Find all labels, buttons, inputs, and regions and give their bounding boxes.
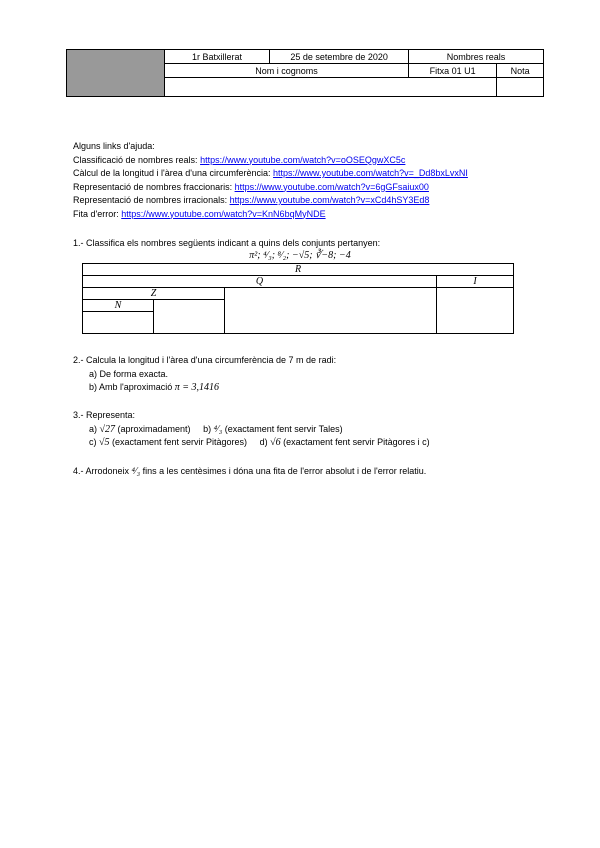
question-4 <box>73 466 426 477</box>
fraction-4-3: ⁴⁄₃ <box>131 466 141 477</box>
link-row <box>73 194 468 208</box>
link-label: Classificació de nombres reals: <box>73 154 201 165</box>
sqrt-27: √27 <box>99 423 116 435</box>
question-2-b-text: b) Amb l'aproximació <box>89 382 175 392</box>
links-title: Alguns links d'ajuda: <box>73 141 155 151</box>
item-text: (exactament fent servir Tales) <box>222 423 343 434</box>
question-3 <box>73 409 430 450</box>
fraction-4-3: ⁴⁄₃ <box>213 423 223 435</box>
question-2-a: a) De forma exacta. <box>89 368 169 379</box>
question-3-row-2 <box>73 436 430 450</box>
name-field[interactable] <box>164 78 496 97</box>
question-2 <box>73 354 336 395</box>
link-row <box>73 181 468 195</box>
sqrt-5: √5 <box>99 437 110 448</box>
set-i-answer[interactable] <box>437 288 514 334</box>
link-url[interactable]: https://www.youtube.com/watch?v=6gGFsaiux00 <box>234 181 429 192</box>
set-i-header: I <box>437 276 514 288</box>
link-url[interactable]: https://www.youtube.com/watch?v=_Dd8bxLvxNI <box>273 168 468 178</box>
set-n-answer[interactable] <box>83 312 154 334</box>
link-row <box>73 208 468 222</box>
date-cell: 25 de setembre de 2020 <box>270 50 409 64</box>
link-label: Fita d'error: <box>73 208 122 219</box>
link-url[interactable]: https://www.youtube.com/watch?v=KnN6bqMyNDE <box>121 208 326 219</box>
set-q-answer[interactable] <box>225 288 437 334</box>
question-4-prefix: 4.- Arrodoneix <box>73 466 132 476</box>
item-text: (exactament fent servir Pitàgores i c) <box>280 437 430 447</box>
item-label: d) <box>259 437 271 447</box>
item-label: b) <box>203 423 214 434</box>
sqrt-6: √6 <box>270 437 281 448</box>
item-text: (aproximadament) <box>115 423 191 434</box>
name-label-cell: Nom i cognoms <box>164 64 408 78</box>
header-table <box>66 49 544 97</box>
sets-table <box>82 263 514 334</box>
link-row <box>73 154 468 168</box>
link-row <box>73 167 468 181</box>
question-2-text: 2.- Calcula la longitud i l'àrea d'una circumferència de 7 m de radi: <box>73 355 337 365</box>
set-z-answer[interactable] <box>154 300 225 334</box>
help-links <box>73 140 468 221</box>
grade-label-cell: Nota <box>497 64 544 78</box>
link-label: Representació de nombres irracionals: <box>73 195 230 205</box>
set-n-header: N <box>83 300 154 312</box>
item-label: c) <box>89 437 99 447</box>
link-url[interactable]: https://www.youtube.com/watch?v=xCd4hSY3Ed8 <box>229 195 430 205</box>
set-r-header: R <box>83 264 514 276</box>
question-3-row-1 <box>73 423 430 437</box>
link-label: Càlcul de la longitud i l'àrea d'una circumferència: <box>73 168 274 178</box>
set-q-header: Q <box>83 276 437 288</box>
question-1-text: 1.- Classifica els nombres següents indicant a quins dels conjunts pertanyen: <box>73 238 381 248</box>
link-label: Representació de nombres fraccionaris: <box>73 181 235 192</box>
question-4-suffix: fins a les centèsimes i dóna una fita de l'error absolut i de l'error relatiu. <box>140 466 427 476</box>
question-3-text: 3.- Representa: <box>73 410 136 420</box>
item-label: a) <box>89 423 100 434</box>
question-2-b <box>73 381 336 395</box>
grade-field[interactable] <box>497 78 544 97</box>
sheet-cell: Fitxa 01 U1 <box>409 64 497 78</box>
set-z-header: Z <box>83 288 225 300</box>
pi-approximation: π = 3,1416 <box>174 382 220 393</box>
question-1-numbers: π²; ⁴⁄₃; ⁸⁄₂; −√5; ∛−8; −4 <box>249 250 351 261</box>
topic-cell: Nombres reals <box>409 50 544 64</box>
course-cell: 1r Batxillerat <box>164 50 269 64</box>
link-url[interactable]: https://www.youtube.com/watch?v=oOSEQgwXC5c <box>200 154 406 165</box>
item-text: (exactament fent servir Pitàgores) <box>109 437 248 447</box>
logo-area <box>67 50 165 97</box>
